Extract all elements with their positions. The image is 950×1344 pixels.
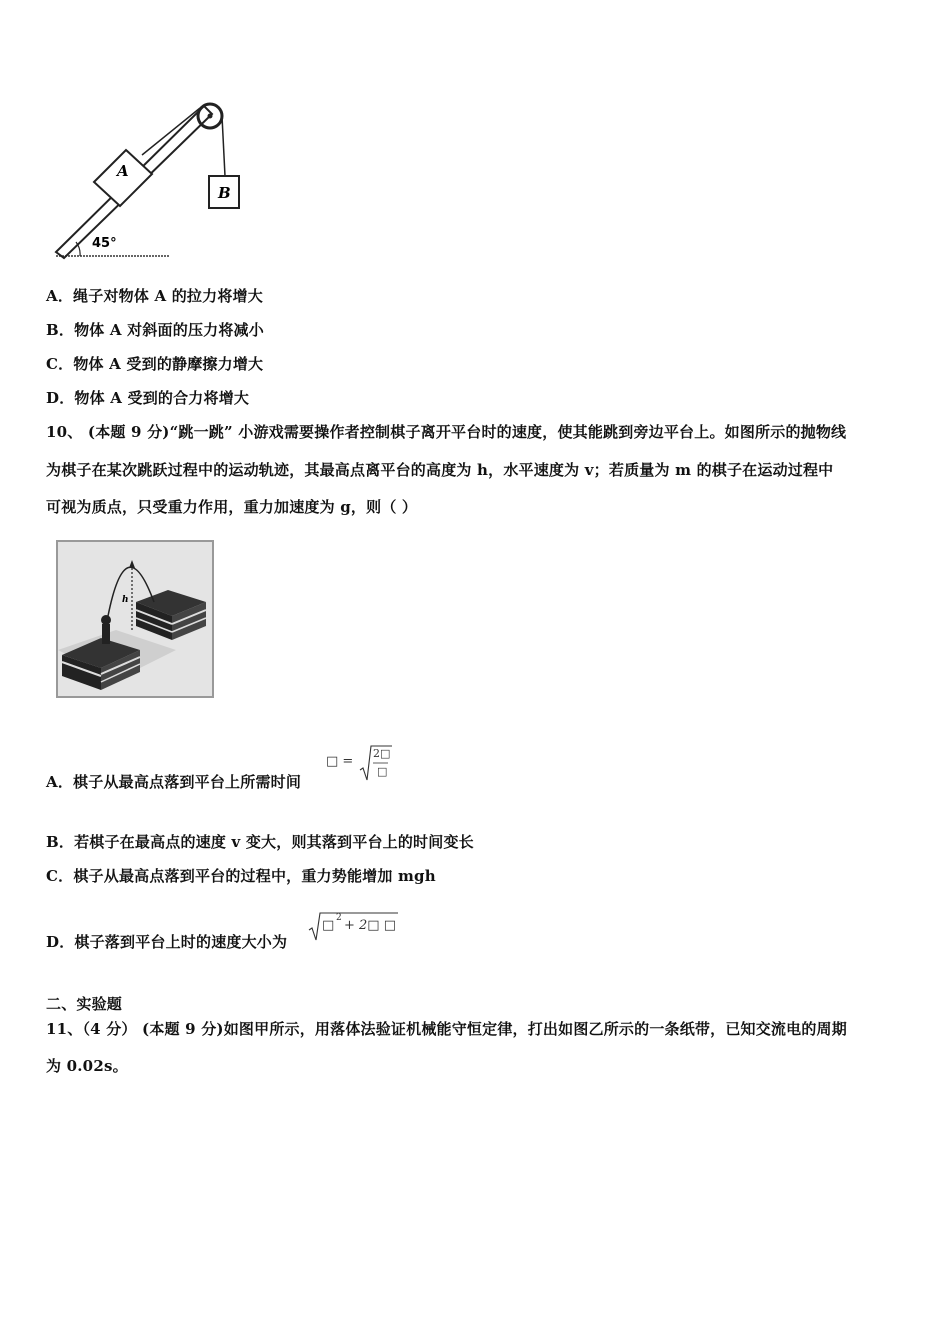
q11-stem-line2: 为 0.02s。 <box>46 1057 128 1075</box>
q9-option-c: C．物体 A 受到的静摩擦力增大 <box>46 355 264 373</box>
incline-pulley-figure <box>50 92 250 264</box>
q9-option-b: B．物体 A 对斜面的压力将减小 <box>46 321 264 339</box>
rope-to-b <box>222 116 225 176</box>
q9-option-d: D．物体 A 受到的合力将增大 <box>46 389 250 407</box>
chess-piece <box>102 624 110 644</box>
angle-label: 45° <box>92 236 117 251</box>
formula-d-rest: + 2□ □ <box>344 918 396 933</box>
pulley-axle <box>208 114 213 119</box>
formula-d-exponent: 2 <box>336 913 342 923</box>
q10-option-c: C．棋子从最高点落到平台的过程中，重力势能增加 mgh <box>46 867 436 885</box>
q10-option-b: B．若棋子在最高点的速度 v 变大，则其落到平台上的时间变长 <box>46 833 474 851</box>
q10-stem-line1: 10、 (本题 9 分)“跳一跳” 小游戏需要操作者控制棋子离开平台时的速度，使其能跳到旁边平台上。如图所示的抛物线 <box>46 423 847 441</box>
formula-a-denominator: □ <box>377 765 388 778</box>
q10-stem-line2: 为棋子在某次跳跃过程中的运动轨迹，其最高点离平台的高度为 h，水平速度为 v；若质量为 m 的棋子在运动过程中 <box>46 461 834 479</box>
block-a-label: A <box>117 162 129 180</box>
jump-game-figure <box>56 540 214 698</box>
formula-d-base: □ <box>322 918 335 933</box>
block-b-label: B <box>218 184 231 202</box>
q10-option-a: A．棋子从最高点落到平台上所需时间 <box>46 773 302 791</box>
height-label: h <box>122 595 129 605</box>
section-heading-experiment: 二、实验题 <box>46 995 123 1013</box>
option-d-formula <box>308 910 400 944</box>
q10-stem-line3: 可视为质点，只受重力作用，重力加速度为 g，则（ ） <box>46 498 418 516</box>
formula-a-numerator: 2□ <box>373 747 391 760</box>
q10-option-d: D．棋子落到平台上时的速度大小为 <box>46 933 288 951</box>
option-a-formula <box>326 744 396 784</box>
q11-stem-line1: 11、（4 分） (本题 9 分)如图甲所示，用落体法验证机械能守恒定律，打出如图乙所示的一条纸带，已知交流电的周期 <box>46 1020 847 1038</box>
rope-to-a <box>142 108 200 155</box>
formula-a-lhs: □ = <box>326 754 354 769</box>
q9-option-a: A．绳子对物体 A 的拉力将增大 <box>46 287 263 305</box>
